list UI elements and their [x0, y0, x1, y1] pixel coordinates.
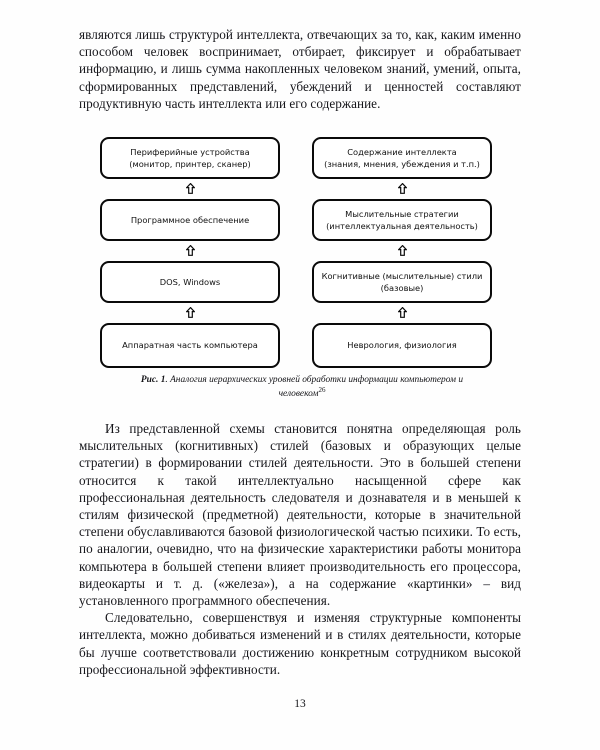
diagram-node-peripherals: [100, 137, 280, 179]
diagram-node-software: [100, 199, 280, 241]
node-line: (знания, мнения, убеждения и т.п.): [324, 159, 480, 169]
arrow-up-icon: [396, 305, 408, 319]
diagram-node-os: [100, 261, 280, 303]
paragraph-lower-2: Следовательно, совершенствуя и изменяя структурные компоненты интеллекта, можно добиваться изменений и в стилях деятельности, которые бы лучше соответствовали достижению конкретным сотрудником высокой профессиональной эффективности.: [79, 610, 521, 677]
diagram-node-cognitive-styles: [312, 261, 492, 303]
diagram-node-neurology: [312, 323, 492, 368]
node-line: Содержание интеллекта: [347, 146, 457, 157]
diagram-column-human: [312, 137, 492, 368]
arrow-up-icon: [184, 243, 196, 257]
arrow-up-icon: [184, 305, 196, 319]
node-line: (монитор, принтер, сканер): [129, 159, 251, 169]
arrow-up-icon: [396, 243, 408, 257]
diagram-node-thinking-strategies: [312, 199, 492, 241]
node-line: DOS, Windows: [159, 276, 221, 287]
figure-caption-text: . Аналогия иерархических уровней обработки информации компьютером и человеком: [165, 375, 464, 399]
node-line: (базовые): [380, 283, 424, 293]
lower-text-block: [79, 420, 521, 678]
node-line: (интеллектуальная деятельность): [326, 221, 478, 231]
page-number: 13: [294, 698, 306, 710]
paragraph-lower-1: Из представленной схемы становится понятна определяющая роль мыслительных (когнитивных) стилей (базовых и образующих целые стратегии) в формировании стилей деятельности. Это в большей степени относится к такой интеллектуально насыщенной сфере как профессиональная деятельность следователя и дознавателя и в меньшей к стилям физической (предметной) деятельности, которые в значительной степени обуславливаются базовой физиологической частью психики. То есть, по аналогии, очевидно, что на физические характеристики работы монитора компьютера в большей степени влияет производительность его процессора, видеокарты и т. д. («железа»), а на содержание «картинки» – вид установленного программного обеспечения.: [79, 421, 521, 609]
diagram-node-hardware: [100, 323, 280, 368]
node-line: Программное обеспечение: [130, 214, 250, 225]
node-line: Неврология, физиология: [347, 340, 457, 351]
arrow-up-icon: [184, 181, 196, 195]
node-line: Периферийные устройства: [130, 146, 250, 157]
footnote-marker: 26: [318, 385, 326, 394]
node-line: Когнитивные (мыслительные) стили: [321, 270, 483, 281]
node-line: Аппаратная часть компьютера: [122, 340, 258, 351]
diagram-node-intellect-content: [312, 137, 492, 179]
node-line: Мыслительные стратегии: [345, 208, 459, 219]
figure-caption: [128, 374, 476, 401]
figure-diagram: [100, 137, 492, 368]
top-text-block: [79, 26, 521, 112]
figure-label: Рис. 1: [140, 375, 166, 385]
paragraph-top: являются лишь структурой интеллекта, отвечающих за то, как, каким именно способом человек воспринимает, отбирает, фиксирует и обрабатывает информацию, и лишь сумма накопленных человеком знаний, умений, опыта, сформированных представлений, убеждений и ценностей составляют продуктивную часть интеллекта или его содержание.: [79, 27, 521, 111]
diagram-column-computer: [100, 137, 280, 368]
arrow-up-icon: [396, 181, 408, 195]
